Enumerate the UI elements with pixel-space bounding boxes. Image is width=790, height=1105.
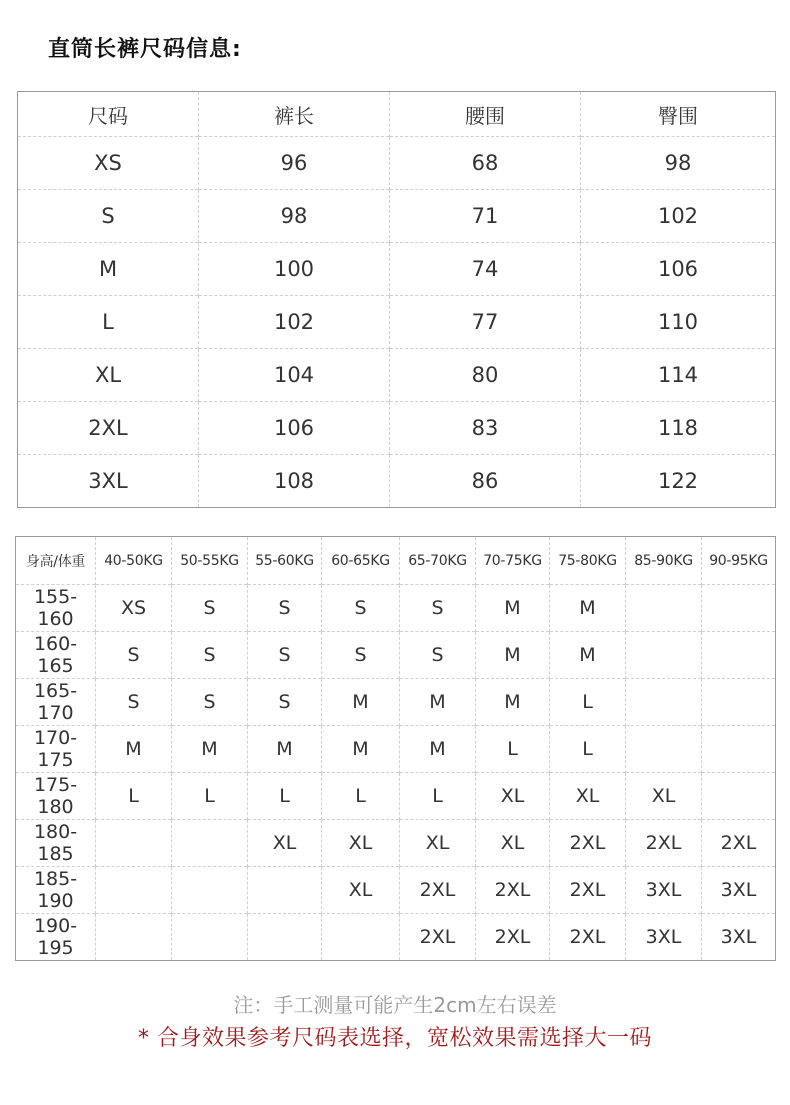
table-cell: M bbox=[476, 585, 550, 632]
header-length: 裤长 bbox=[199, 92, 390, 137]
table-row bbox=[18, 243, 776, 296]
table-cell bbox=[702, 585, 776, 632]
header-weight-range: 90-95KG bbox=[702, 537, 776, 585]
table-cell: L bbox=[18, 296, 199, 349]
table-cell bbox=[702, 773, 776, 820]
table-row bbox=[18, 137, 776, 190]
table-cell: XL bbox=[476, 773, 550, 820]
table-cell: L bbox=[550, 679, 626, 726]
table-cell: 102 bbox=[199, 296, 390, 349]
table-cell: S bbox=[172, 585, 248, 632]
table-cell: S bbox=[400, 632, 476, 679]
table-cell: 2XL bbox=[18, 402, 199, 455]
table-cell: 122 bbox=[581, 455, 776, 508]
table-cell: 2XL bbox=[550, 867, 626, 914]
header-hip: 臀围 bbox=[581, 92, 776, 137]
table-cell: 2XL bbox=[550, 914, 626, 961]
table-cell: M bbox=[550, 585, 626, 632]
table-cell: XL bbox=[476, 820, 550, 867]
table-cell: M bbox=[322, 726, 400, 773]
table-row bbox=[16, 585, 776, 632]
table-cell: 74 bbox=[390, 243, 581, 296]
header-waist: 腰围 bbox=[390, 92, 581, 137]
table-cell bbox=[702, 632, 776, 679]
table-cell bbox=[172, 820, 248, 867]
table-header-row bbox=[16, 537, 776, 585]
table-row bbox=[18, 455, 776, 508]
table-cell bbox=[702, 726, 776, 773]
table-cell: XS bbox=[18, 137, 199, 190]
table-cell: M bbox=[96, 726, 172, 773]
table-cell: 86 bbox=[390, 455, 581, 508]
table-cell: S bbox=[400, 585, 476, 632]
fit-warning: * 合身效果参考尺码表选择，宽松效果需选择大一码 bbox=[138, 1026, 652, 1051]
table-cell bbox=[626, 726, 702, 773]
size-measurement-table bbox=[17, 91, 776, 508]
table-row bbox=[18, 296, 776, 349]
table-cell: 106 bbox=[581, 243, 776, 296]
table-cell: S bbox=[96, 632, 172, 679]
table-cell bbox=[96, 820, 172, 867]
table-cell: 2XL bbox=[400, 867, 476, 914]
table-cell: 160-165 bbox=[16, 632, 96, 679]
table-row bbox=[16, 820, 776, 867]
table-cell: L bbox=[248, 773, 322, 820]
table-cell: XL bbox=[400, 820, 476, 867]
table-cell: 165-170 bbox=[16, 679, 96, 726]
table-row bbox=[18, 402, 776, 455]
table-cell: 3XL bbox=[626, 867, 702, 914]
table-cell: L bbox=[400, 773, 476, 820]
table-cell: 100 bbox=[199, 243, 390, 296]
table-cell: 2XL bbox=[476, 867, 550, 914]
table-row bbox=[16, 679, 776, 726]
table-row bbox=[16, 726, 776, 773]
table-cell: 190-195 bbox=[16, 914, 96, 961]
header-size: 尺码 bbox=[88, 103, 128, 128]
table-cell: 2XL bbox=[476, 914, 550, 961]
table-cell: 2XL bbox=[550, 820, 626, 867]
table-cell: 2XL bbox=[702, 820, 776, 867]
table-cell: S bbox=[172, 632, 248, 679]
table-cell: XL bbox=[18, 349, 199, 402]
table-row bbox=[16, 632, 776, 679]
table-cell bbox=[626, 679, 702, 726]
header-weight-range: 75-80KG bbox=[550, 537, 626, 585]
table-cell: 98 bbox=[199, 190, 390, 243]
table-cell: L bbox=[96, 773, 172, 820]
table-cell: XS bbox=[96, 585, 172, 632]
table-cell: M bbox=[476, 632, 550, 679]
table-cell bbox=[96, 914, 172, 961]
table-cell: M bbox=[322, 679, 400, 726]
table-cell: 185-190 bbox=[16, 867, 96, 914]
table-cell: S bbox=[172, 679, 248, 726]
table-cell: 80 bbox=[390, 349, 581, 402]
table-cell: M bbox=[550, 632, 626, 679]
table-cell: 2XL bbox=[400, 914, 476, 961]
table-cell: 170-175 bbox=[16, 726, 96, 773]
table-cell bbox=[626, 585, 702, 632]
table-cell bbox=[96, 867, 172, 914]
table-cell: 106 bbox=[199, 402, 390, 455]
table-cell: 77 bbox=[390, 296, 581, 349]
table-row bbox=[16, 914, 776, 961]
table-cell: 3XL bbox=[18, 455, 199, 508]
table-cell: S bbox=[18, 190, 199, 243]
table-cell: XL bbox=[248, 820, 322, 867]
header-weight-range: 85-90KG bbox=[626, 537, 702, 585]
size-recommendation-table bbox=[15, 536, 776, 961]
table-cell: S bbox=[248, 632, 322, 679]
table-cell: 180-185 bbox=[16, 820, 96, 867]
table-cell: M bbox=[476, 679, 550, 726]
header-weight-range: 40-50KG bbox=[96, 537, 172, 585]
table-cell bbox=[172, 867, 248, 914]
table-cell bbox=[248, 867, 322, 914]
measurement-note: 注：手工测量可能产生2cm左右误差 bbox=[233, 993, 557, 1017]
table-row bbox=[16, 867, 776, 914]
table-cell: 2XL bbox=[626, 820, 702, 867]
table-cell: 108 bbox=[199, 455, 390, 508]
table-cell: XL bbox=[626, 773, 702, 820]
header-weight-range: 65-70KG bbox=[400, 537, 476, 585]
table-cell: M bbox=[18, 243, 199, 296]
table-cell: XL bbox=[322, 867, 400, 914]
table-cell bbox=[322, 914, 400, 961]
table-cell bbox=[626, 632, 702, 679]
header-weight-range: 50-55KG bbox=[172, 537, 248, 585]
table-cell: S bbox=[248, 585, 322, 632]
table-cell: M bbox=[248, 726, 322, 773]
table-row bbox=[16, 773, 776, 820]
table-cell: S bbox=[96, 679, 172, 726]
table-cell bbox=[248, 914, 322, 961]
table-cell: XL bbox=[550, 773, 626, 820]
table-cell: 110 bbox=[581, 296, 776, 349]
header-weight-range: 70-75KG bbox=[476, 537, 550, 585]
header-weight-range: 60-65KG bbox=[322, 537, 400, 585]
header-weight-range: 55-60KG bbox=[248, 537, 322, 585]
table-cell: 3XL bbox=[702, 867, 776, 914]
table-cell bbox=[172, 914, 248, 961]
table-cell: XL bbox=[322, 820, 400, 867]
table-cell: 155-160 bbox=[16, 585, 96, 632]
header-height-weight: 身高/体重 bbox=[25, 553, 86, 570]
table-cell bbox=[702, 679, 776, 726]
table-cell: 114 bbox=[581, 349, 776, 402]
table-cell: 3XL bbox=[702, 914, 776, 961]
table-cell: 104 bbox=[199, 349, 390, 402]
table-cell: 98 bbox=[581, 137, 776, 190]
page-title: 直筒长裤尺码信息: bbox=[48, 37, 242, 62]
table-cell: 3XL bbox=[626, 914, 702, 961]
table-cell: 71 bbox=[390, 190, 581, 243]
table-cell: 83 bbox=[390, 402, 581, 455]
table-cell: M bbox=[400, 726, 476, 773]
table-cell: S bbox=[322, 585, 400, 632]
table-header-row bbox=[18, 92, 776, 137]
table-cell: S bbox=[248, 679, 322, 726]
table-cell: 118 bbox=[581, 402, 776, 455]
table-cell: L bbox=[322, 773, 400, 820]
table-row bbox=[18, 349, 776, 402]
table-cell: 96 bbox=[199, 137, 390, 190]
table-row bbox=[18, 190, 776, 243]
table-cell: L bbox=[172, 773, 248, 820]
table-cell: M bbox=[172, 726, 248, 773]
table-cell: L bbox=[476, 726, 550, 773]
table-cell: 175-180 bbox=[16, 773, 96, 820]
table-cell: 102 bbox=[581, 190, 776, 243]
table-cell: M bbox=[400, 679, 476, 726]
table-cell: 68 bbox=[390, 137, 581, 190]
table-cell: S bbox=[322, 632, 400, 679]
table-cell: L bbox=[550, 726, 626, 773]
